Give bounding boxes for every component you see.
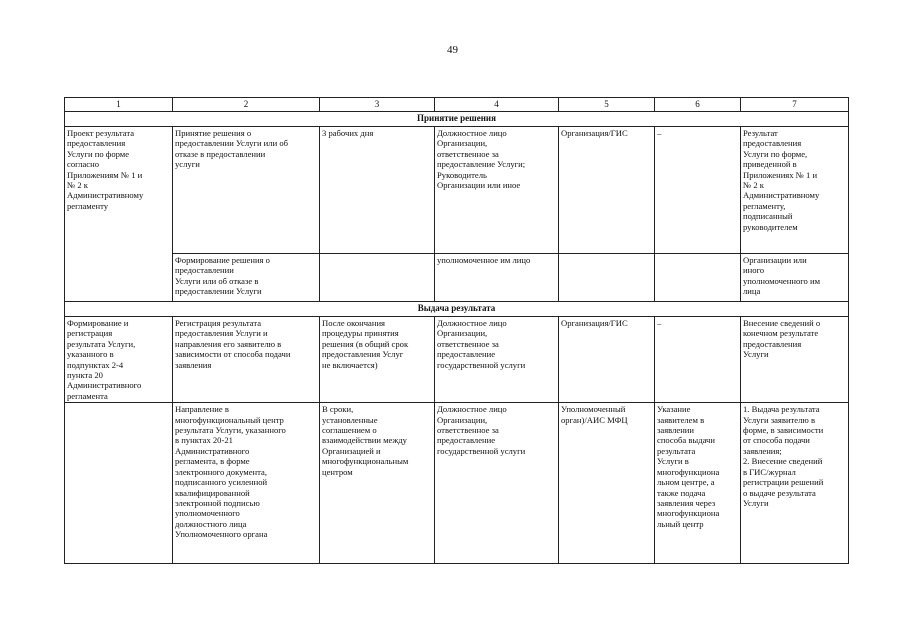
table-cell: После окончания процедуры принятия решения (в общий срок предоставления Услуг не включается)	[320, 317, 435, 403]
table-row	[65, 403, 849, 564]
table-cell: Организация/ГИС	[559, 317, 655, 403]
section-title: Принятие решения	[65, 112, 849, 127]
column-number: 6	[655, 98, 741, 112]
table-cell: Формирование решения о предоставлении Услуги или об отказе в предоставлении Услуги	[173, 254, 320, 302]
table-cell: В сроки, установленные соглашением о взаимодействии между Организацией и многофункциональным центром	[320, 403, 435, 564]
table-cell: Должностное лицо Организации, ответственное за предоставление государственной услуги	[435, 317, 559, 403]
table-cell	[655, 254, 741, 302]
page-number: 49	[447, 44, 458, 56]
column-number-row	[65, 98, 849, 112]
table-cell: 3 рабочих дня	[320, 127, 435, 254]
table-row	[65, 127, 849, 254]
table-cell: Регистрация результата предоставления Услуги и направления его заявителю в зависимости от способа подачи заявления	[173, 317, 320, 403]
table-cell: Уполномоченный орган)/АИС МФЦ	[559, 403, 655, 564]
table-cell: Результат предоставления Услуги по форме, приведенной в Приложениях № 1 и № 2 к Административному регламенту, подписанный руководителем	[741, 127, 849, 254]
table-cell: Должностное лицо Организации, ответственное за предоставление Услуги; Руководитель Организации или иное	[435, 127, 559, 254]
table-cell: Должностное лицо Организации, ответственное за предоставление государственной услуги	[435, 403, 559, 564]
column-number: 7	[741, 98, 849, 112]
column-number: 1	[65, 98, 173, 112]
table-cell: –	[655, 127, 741, 254]
table-cell: уполномоченное им лицо	[435, 254, 559, 302]
table-cell: Направление в многофункциональный центр результата Услуги, указанного в пунктах 20-21 Административного регламента, в форме электронного документа, подписанного усиленной квалифицированной электронной подписью уполномоченного должностного лица Уполномоченного органа	[173, 403, 320, 564]
table-cell	[65, 403, 173, 564]
table-cell: Формирование и регистрация результата Услуги, указанного в подпунктах 2-4 пункта 20 Административного регламента	[65, 317, 173, 403]
table-cell	[559, 254, 655, 302]
column-number: 3	[320, 98, 435, 112]
section-title: Выдача результата	[65, 302, 849, 317]
table-row	[65, 254, 849, 302]
table-cell	[320, 254, 435, 302]
procedure-table	[64, 97, 849, 564]
table-cell: Организация/ГИС	[559, 127, 655, 254]
section-row-decision	[65, 112, 849, 127]
section-row-issuance	[65, 302, 849, 317]
table-cell: –	[655, 317, 741, 403]
table-cell: Внесение сведений о конечном результате предоставления Услуги	[741, 317, 849, 403]
table-cell: Принятие решения о предоставлении Услуги или об отказе в предоставлении услуги	[173, 127, 320, 254]
column-number: 2	[173, 98, 320, 112]
column-number: 4	[435, 98, 559, 112]
table-cell: Указание заявителем в заявлении способа выдачи результата Услуги в многофункциона льном центре, а также подача заявления через многофункциона льный центр	[655, 403, 741, 564]
table-cell: Организации или иного уполномоченного им лица	[741, 254, 849, 302]
column-number: 5	[559, 98, 655, 112]
table-row	[65, 317, 849, 403]
table-cell: 1. Выдача результата Услуги заявителю в форме, в зависимости от способа подачи заявления; 2. Внесение сведений в ГИС/журнал регистрации решений о выдаче результата Услуги	[741, 403, 849, 564]
table-cell: Проект результата предоставления Услуги по форме согласно Приложениям № 1 и № 2 к Административному регламенту	[65, 127, 173, 302]
